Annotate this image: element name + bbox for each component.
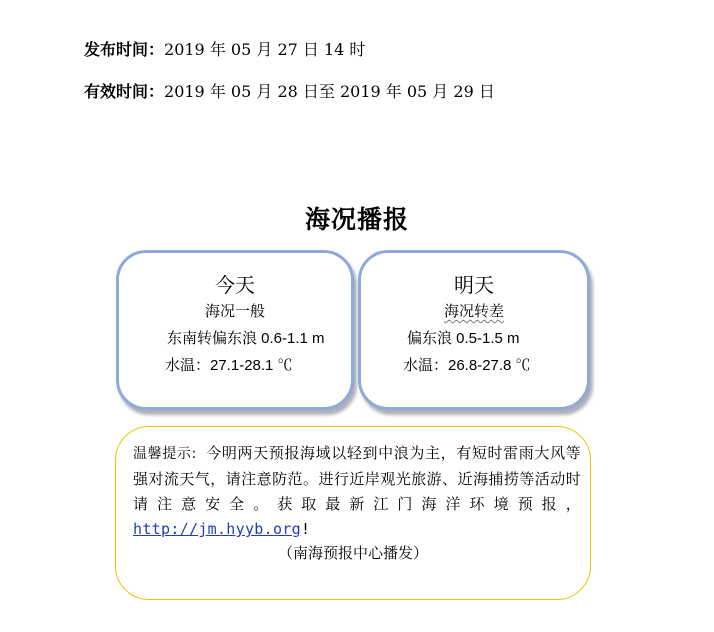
today-water-temp: 水温：27.1-28.1 ℃ [165, 357, 293, 374]
tomorrow-condition: 海况转差 [443, 303, 504, 320]
valid-time-label: 有效时间： [84, 82, 165, 101]
forecast-link[interactable]: http://jm.hyyb.org [133, 520, 301, 538]
publish-time-value: 2019 年 05 月 27 日 14 时 [164, 40, 366, 59]
today-wave: 东南转偏东浪 0.6-1.1 m [167, 330, 325, 347]
tomorrow-wave: 偏东浪 0.5-1.5 m [407, 330, 520, 347]
tomorrow-card [358, 250, 590, 410]
tomorrow-condition-wrap [361, 300, 587, 321]
valid-time [84, 82, 495, 102]
today-condition: 海况一般 [204, 303, 265, 320]
tip-label: 温馨提示: [133, 446, 197, 462]
tip-box [115, 426, 591, 600]
page-title: 海况播报 [304, 205, 409, 234]
valid-time-value: 2019 年 05 月 28 日至 2019 年 05 月 29 日 [164, 82, 495, 101]
tomorrow-water-temp: 水温：26.8-27.8 ℃ [403, 357, 531, 374]
tip-end: ! [300, 520, 311, 538]
tip-text [133, 441, 581, 542]
publish-time [84, 40, 365, 60]
tomorrow-day-label: 明天 [454, 275, 494, 297]
tip-source: （南海预报中心播发） [277, 544, 428, 562]
today-card [116, 250, 354, 410]
today-day-label: 今天 [215, 275, 255, 297]
tip-body: 今明两天预报海域以轻到中浪为主，有短时雷雨大风等强对流天气，请注意防范。进行近岸观光旅游、近海捕捞等活动时请注意安全。获取最新江门海洋环境预报， [133, 444, 581, 513]
publish-time-label: 发布时间： [84, 40, 165, 59]
